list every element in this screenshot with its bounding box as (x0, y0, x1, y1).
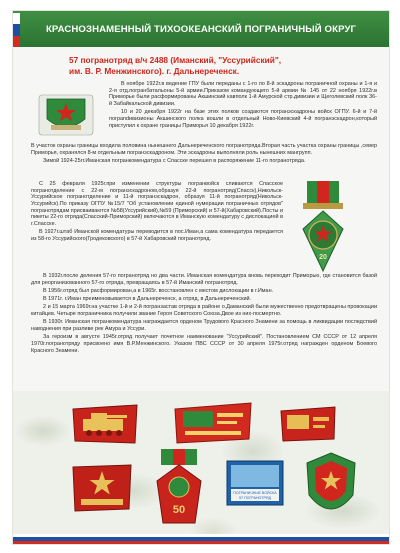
russian-flag-icon (13, 13, 20, 47)
paragraph-11: В 1930г. Иманская погранкомендатура награждается орденом Трудового Красного Знамени за помощь в ликвидации последствий наводнения при разливе рек Амура и Уссури. (31, 319, 377, 332)
medal-number: 20 (319, 254, 327, 261)
paragraph-3: В участок охраны границы входила половина нынешнего Дальнереченского погранотряда.Вторая часть участка охраны границы ,север Приморья, охранялся 8-м отдельным погранэскадроном. Эти эскадроны выполняли роль нынешних мангрупп. (31, 143, 377, 156)
paragraph-block-bottom (31, 273, 377, 356)
card-badge-icon (225, 457, 285, 509)
poster-sheet (12, 10, 390, 545)
paragraph-9: В 1971г. г.Иман преименовывается в Дальнереченск, а отряд, в Дальнереченский. (43, 296, 252, 303)
paragraph-7: В 1932г.после деления 57-го погранотряд но два части. Иманская комендатура вновь переходит Приморью, где становится базой для реорганизованного 57-го отряда, превращаясь в 57-й Иманский погранотряд. (31, 273, 377, 286)
paragraph-8: В 1956г.отряд был расформирован,а в 1965г. восстановлен с местом дислокации в г.Иман. (43, 287, 274, 294)
border-emblem-icon (37, 89, 95, 139)
section-heading (69, 55, 369, 76)
flag-badge-icon (173, 399, 253, 445)
paragraph-1: В ноябре 1922г.в ведение ГПУ были переданы с 1-го по 8-й эскадроны пограничной охраны и 1-я и 2-я отд.погранбатальоны 5-й армии.Приказом командующего 5-й армии № 145 от 22 ноября 1922г.в Приморье были расформированы Акшинский кавполк 1-й Амурской стр.дивизии и Щеголевский полк 36-й Забайкальской дивизии. (109, 81, 377, 107)
paragraph-block-left (31, 181, 283, 244)
flag-stripe-bottom (13, 534, 389, 544)
badge-year: 50 (172, 504, 186, 516)
paragraph-4: Зимой 1924-25гг.Иманская погранкомендатура с Спасске перешел в распоряжение 11-го погранотряда. (43, 157, 306, 164)
heading-line-2: им. В. Р. Менжинского). г. Дальнереченск. (69, 65, 240, 76)
paragraph-12: За героизм в августе 1945г.отряд получает почетное наименование "Уссурийский". Постановлением СМ СССР от 12 апреля 1970г.погранотряду присвоено имя В.Р.Менжинского. Указом ПВС СССР от 30 апреля 1975г.отряд награжден орденом Боевого Красного Знамени. (31, 334, 377, 354)
medal-badge-icon (283, 179, 363, 275)
small-badge-icon (279, 405, 337, 443)
card-text-left: ПОГРАНИЧНЫЕ ВОЙСКА (233, 491, 277, 495)
paragraph-block-middle (31, 143, 377, 166)
page-title: КРАСНОЗНАМЕННЫЙ ТИХООКЕАНСКИЙ ПОГРАНИЧНЫЙ ОКРУГ (45, 23, 357, 35)
paragraph-10: 2 и 15 марта 1969г.на участке 1-й и 2-й погранзастав отряда в районе о.Даманский были мужественно предотвращены провокации китайцев. Четыре пограничника получили звание Героя Советского Союза.Двое из них-посмертно. (31, 304, 377, 318)
heading-line-1: 57 погранотряд в/ч 2488 (Иманский, "Уссурийский", (69, 55, 282, 65)
star-badge-icon (67, 459, 137, 515)
paragraph-block-top (109, 81, 377, 131)
card-text-right: 57 ПОГРАНОТРЯД (239, 496, 271, 500)
paragraph-6: В 1927г.штаб Иманской комендатуры переводится в пос.Иман,а сама комендатура передается из 58-го Уссурийского(Гродековского) в 57-й Хабаровский погранотряд. (31, 229, 283, 242)
title-banner (13, 11, 389, 47)
paragraph-5: С 25 февраля 1925г.при изменении структуры погранвойск сливаются Спасское погранотделение с 22-м погранэскадроном,образуя 22-й погранотряд(Спасск),Никольск-Уссурийское погранотделение и 11-й погранэскадрон, образуя 11-й погранотряд(Никольск-Уссурийск).По приказу ОГПУ №15/7 "Об установлении единой нумерации пограничных отрядов" погранотрядам присваиваются №58(Уссурийский),№59 (Приморский) и 57-й(Хабаровский).Посты и пикеты 22-го отряда(Спасский-Приморский) включаются в Иманскую комендатуру с дислокацией в г.Спасске. (31, 181, 283, 227)
tank-badge-icon (69, 401, 141, 447)
shield-badge-icon (303, 451, 359, 525)
paragraph-2: 10 и 20 декабря 1922г на базе этих полков создаются погранэскадроны войск ОГПУ. 6-й и 7-й погрandивизионы Акшинского полка вошли в отдельный Ново-Киевский 4-й погранэскадрон,который приступил к охране границы Приморья 10 декабря 1922г. (109, 109, 377, 129)
anniversary-badge-icon (153, 447, 205, 529)
